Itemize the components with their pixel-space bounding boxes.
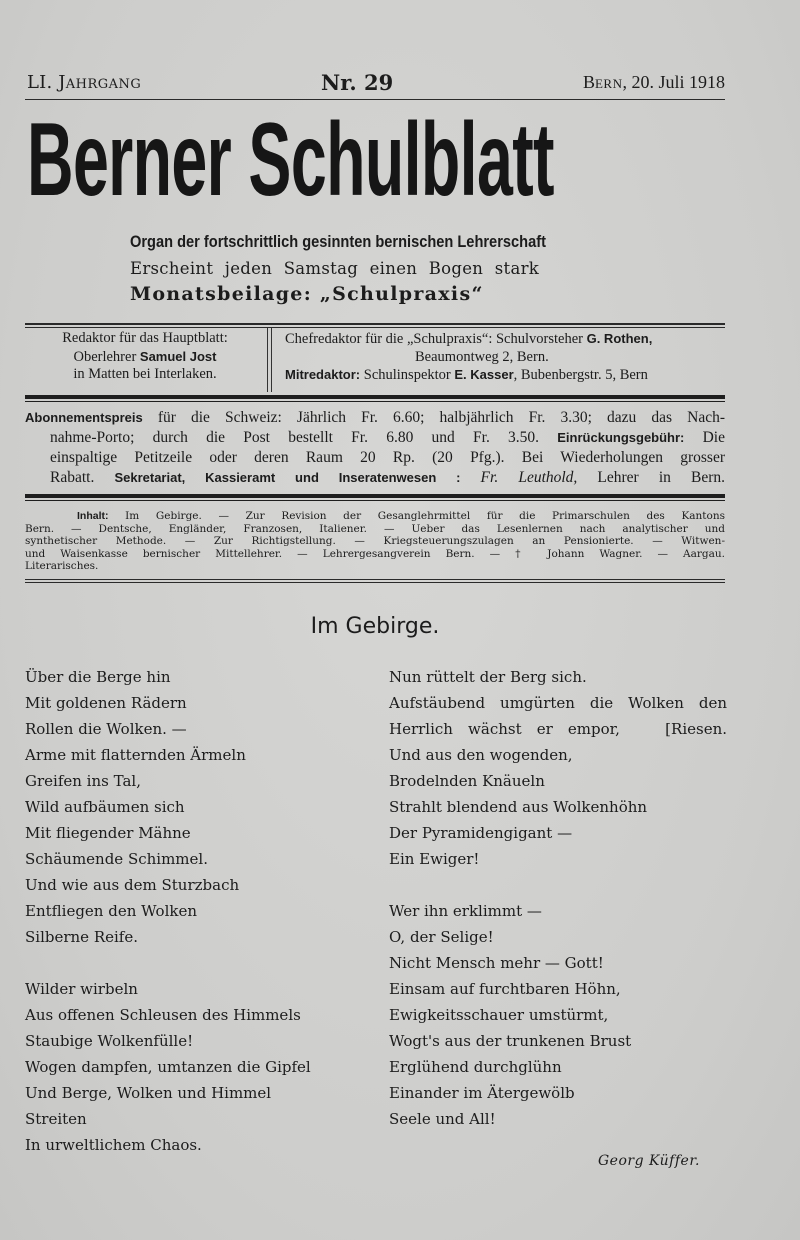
contents-label: Inhalt: <box>77 510 109 522</box>
place-date <box>583 72 725 93</box>
subscription-text-2: nahme-Porto; durch die Post bestellt Fr. 6.80 und Fr. 3.50. <box>50 429 558 446</box>
contents-line: Literarisches. <box>25 560 99 572</box>
poem-line: Aus offenen Schleusen des Himmels <box>25 1006 301 1024</box>
main-editor-name-line <box>25 348 265 367</box>
co-editor-role: Schulinspektor <box>360 367 455 383</box>
thick-double-rule-2 <box>25 494 725 501</box>
poem-line: Nicht Mensch mehr — Gott! <box>389 954 604 972</box>
poem-line: Einsam auf furchtbaren Höhn, <box>389 980 621 998</box>
poem-line: Ewigkeitsschauer umstürmt, <box>389 1006 609 1024</box>
organ-text: Organ der fortschrittlich gesinnten bernischen Lehrerschaft <box>130 232 546 251</box>
subscription-text-4: Rabatt. <box>50 469 115 486</box>
poem-line: Herrlich wächst er empor, [Riesen. <box>389 720 727 738</box>
contents-line: Bern. — Dentsche, Engländer, Franzosen, Italiener. — Ueber das Lesenlernen nach analytischer und <box>25 522 725 535</box>
poem-line: Staubige Wolkenfülle! <box>25 1032 194 1050</box>
poem-line: Wer ihn erklimmt — <box>389 902 542 920</box>
frequency-line: Erscheint jeden Samstag einen Bogen stark <box>130 259 540 278</box>
chief-editors <box>285 330 727 385</box>
contents-line <box>25 510 725 523</box>
subscription-label: Abonnementspreis <box>25 410 143 425</box>
poem-right-column <box>389 664 727 1132</box>
poem-line: Greifen ins Tal, <box>25 772 141 790</box>
chief-editor-name: G. Rothen, <box>586 331 653 346</box>
co-editor-address: , Bubenbergstr. 5, Bern <box>513 367 648 383</box>
poem-line: Rollen die Wolken. — <box>25 720 187 738</box>
poem-line: Wogen dampfen, umtanzen die Gipfel <box>25 1058 311 1076</box>
main-editor-role: Redaktor für das Hauptblatt: <box>62 330 228 346</box>
stanza-break <box>25 950 375 976</box>
subscription-line-4 <box>25 468 725 488</box>
organ-line <box>130 232 614 252</box>
poem-line: Brodelnden Knäueln <box>389 772 545 790</box>
chief-editor-line <box>285 330 727 349</box>
newspaper-title <box>27 104 727 216</box>
subscription-text-1: für die Schweiz: Jährlich Fr. 6.60; halbjährlich Fr. 3.30; dazu das Nach- <box>142 409 725 426</box>
poem-line: Der Pyramidengigant — <box>389 824 573 842</box>
main-editor-address: in Matten bei Interlaken. <box>73 366 217 382</box>
masthead-rule <box>25 99 725 100</box>
poem-line: Streiten <box>25 1110 87 1128</box>
main-editor-name: Samuel Jost <box>139 348 217 364</box>
chief-editor-address: Beaumontweg 2, Bern. <box>415 348 549 365</box>
poem-line: Seele und All! <box>389 1110 496 1128</box>
subscription-text-4b: Lehrer in Bern. <box>577 469 725 486</box>
masthead-line <box>27 72 725 96</box>
issue-date: , 20. Juli 1918 <box>622 72 725 92</box>
chief-editor-role: Chefredaktor für die „Schulpraxis“: Schulvorsteher <box>285 331 587 347</box>
poem-line: Entfliegen den Wolken <box>25 902 197 920</box>
co-editor-label: Mitredaktor: <box>285 367 361 382</box>
subscription-line-3: einspaltige Petitzeile oder deren Raum 20 Rp. (20 Pfg.). Bei Wiederholungen grosser <box>50 449 725 466</box>
double-rule-2 <box>25 579 725 583</box>
poem-line: Und wie aus dem Sturzbach <box>25 876 240 894</box>
place-smallcaps: ERN <box>594 76 623 91</box>
contents-text: Im Gebirge. — Zur Revision der Gesanglehrmittel für die Primarschulen des Kantons <box>108 510 725 522</box>
co-editor-line <box>285 366 727 385</box>
editors-box <box>25 330 725 392</box>
volume-smallcaps: AHRGANG <box>65 77 142 92</box>
place-prefix: B <box>582 72 595 92</box>
contents-line: synthetischer Methode. — Zur Richtigstellung. — Kriegsteuerungszulagen an Pensionierte. — Witwen- <box>25 535 725 547</box>
table-of-contents <box>25 510 725 573</box>
subscription-line-2 <box>25 428 725 448</box>
poem-line: Ein Ewiger! <box>389 850 480 868</box>
thick-double-rule <box>25 395 725 402</box>
poem-line: Silberne Reife. <box>25 928 138 946</box>
poem-line: Wogt's aus der trunkenen Brust <box>389 1032 632 1050</box>
subscription-text-2b: Die <box>684 429 725 446</box>
subscription-info <box>25 408 725 488</box>
poem-line: Aufstäubend umgürten die Wolken den <box>389 694 727 712</box>
poem-line: Und Berge, Wolken und Himmel <box>25 1084 272 1102</box>
poem-line: Und aus den wogenden, <box>389 746 573 764</box>
poem-line: Wild aufbäumen sich <box>25 798 185 816</box>
title-text: Berner Schulblatt <box>27 102 554 218</box>
stanza-break <box>389 872 727 898</box>
poem-line: Einander im Ätergewölb <box>389 1084 575 1102</box>
subscription-line-1 <box>25 408 725 428</box>
main-editor-title: Oberlehrer <box>73 348 140 365</box>
poem-line: Mit fliegender Mähne <box>25 824 191 842</box>
main-editor <box>25 330 265 384</box>
insertion-fee-label: Einrückungsgebühr: <box>557 430 685 445</box>
poem-line: Nun rüttelt der Berg sich. <box>389 668 587 686</box>
secretariat-name: Fr. Leuthold, <box>460 469 578 486</box>
poem-line: In urweltlichem Chaos. <box>25 1136 202 1154</box>
poem-line: Schäumende Schimmel. <box>25 850 208 868</box>
column-divider <box>267 328 272 392</box>
poem-line: Erglühend durchglühn <box>389 1058 562 1076</box>
co-editor-name: E. Kasser <box>454 367 514 382</box>
poem-line: Über die Berge hin <box>25 668 171 686</box>
poem-author: Georg Küffer. <box>598 1153 700 1169</box>
volume-prefix: LI. J <box>27 72 66 93</box>
poem-line: Arme mit flatternden Ärmeln <box>25 746 246 764</box>
poem-line: O, der Selige! <box>389 928 494 946</box>
issue-number: Nr. 29 <box>321 70 394 95</box>
double-rule <box>25 323 725 328</box>
poem-line: Mit goldenen Rädern <box>25 694 187 712</box>
supplement-line: Monatsbeilage: „Schulpraxis“ <box>130 283 484 305</box>
poem-line: Wilder wirbeln <box>25 980 138 998</box>
poem-line: Strahlt blendend aus Wolkenhöhn <box>389 798 648 816</box>
poem-left-column <box>25 664 375 1158</box>
poem-title: Im Gebirge. <box>310 614 440 639</box>
secretariat-label: Sekretariat, Kassieramt und Inseratenwesen : <box>114 470 461 485</box>
volume-label <box>27 72 141 93</box>
contents-line: und Waisenkasse bernischer Mittellehrer. — Lehrergesangverein Bern. — † Johann Wagner. — Aargau. <box>25 547 725 560</box>
